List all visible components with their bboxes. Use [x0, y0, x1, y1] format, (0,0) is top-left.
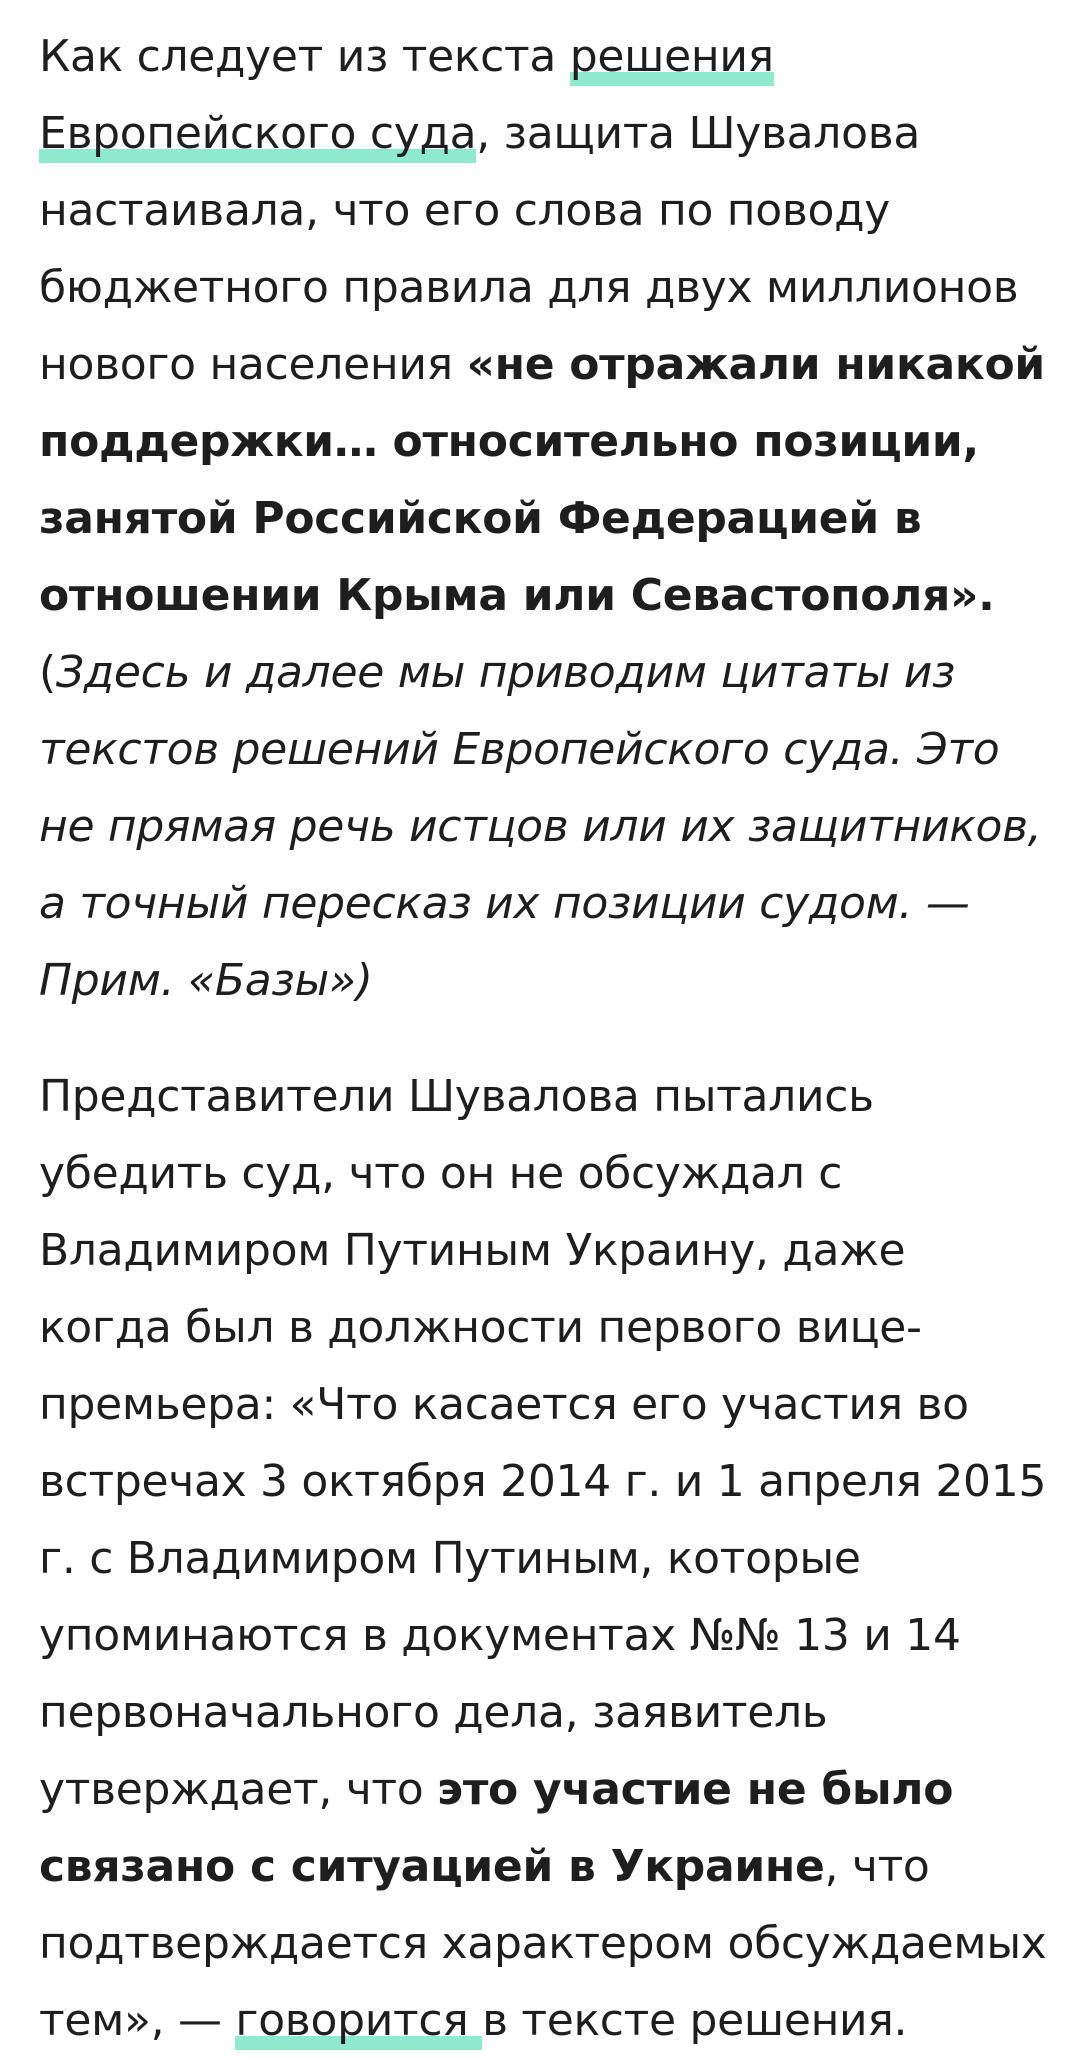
editor-note: Здесь и далее мы приводим цитаты из текстов решений Европейского суда. Это не прямая речь истцов или их защитников, а точный пересказ их позиции судом. — Прим. «Базы» [39, 647, 1042, 1006]
paragraph-2-middle: , что подтверждается характером обсуждаемых тем», — [39, 1841, 1047, 2046]
bold-statement: это участие не было связано с ситуацией в Украине [39, 1764, 954, 1892]
bold-quote: «не отражали никакой поддержки… относительно позиции, занятой Российской Федерацией в отношении Крыма или Севастополя». [39, 339, 1045, 621]
ecthr-decision-link[interactable]: решения Европейского суда [39, 31, 774, 163]
note-close-paren: ) [355, 955, 373, 1006]
paragraph-2 [39, 1058, 1049, 2059]
paragraph-1-text: , защита Шувалова настаивала, что его слова по поводу бюджетного правила для двух миллионов нового населения [39, 108, 1019, 390]
paragraph-2-tail: в тексте решения. [482, 1995, 908, 2046]
decision-text-link[interactable]: говорится [235, 1995, 482, 2050]
paragraph-2-lead: Представители Шувалова пытались убедить суд, что он не обсуждал с Владимиром Путиным Украину, даже когда был в должности первого вице-премьера: «Что касается его участия во встречах 3 октября 2014 г. и 1 апреля 2015 г. с Владимиром Путиным, которые упоминаются в документах №№ 13 и 14 первоначального дела, заявитель утверждает, что [39, 1071, 1047, 1815]
paragraph-1 [39, 18, 1049, 1019]
note-open-paren: ( [39, 647, 56, 698]
article-body [39, 18, 1049, 2059]
paragraph-1-lead: Как следует из текста [39, 31, 570, 82]
